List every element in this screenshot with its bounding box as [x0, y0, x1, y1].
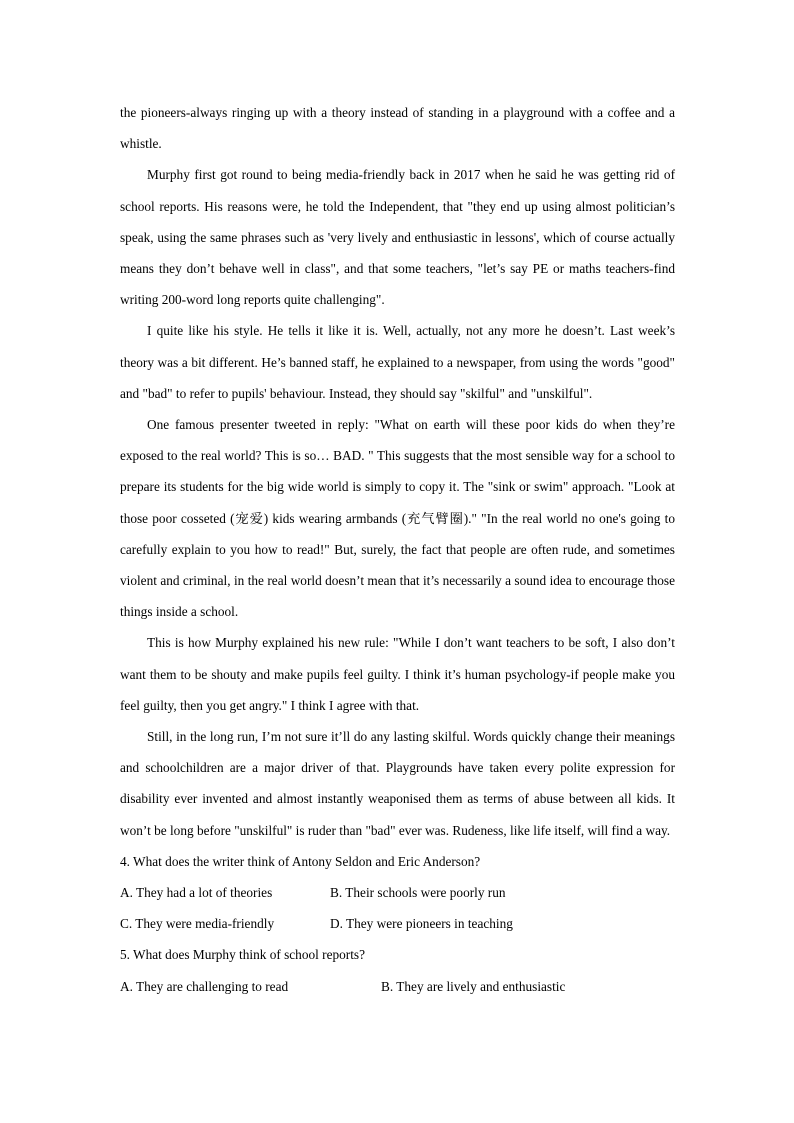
- reading-passage: [120, 97, 675, 1002]
- passage-paragraph: Murphy first got round to being media-friendly back in 2017 when he said he was getting rid of school reports. His reasons were, he told the Independent, that "they end up using almost politician’s speak, using the same phrases such as 'very lively and enthusiastic in lessons', which of course actually means they don’t behave well in class", and that some teachers, "let’s say PE or maths teachers-find writing 200-word long reports quite challenging".: [120, 167, 675, 308]
- passage-paragraph-continued: the pioneers-always ringing up with a theory instead of standing in a playground with a coffee and a whistle.: [120, 105, 675, 152]
- passage-paragraph: I quite like his style. He tells it like it is. Well, actually, not any more he doesn’t. Last week’s theory was a bit different. He’s banned staff, he explained to a newspaper, from using the words "good" and "bad" to refer to pupils' behaviour. Instead, they should say "skilful" and "unskilful".: [120, 323, 675, 401]
- question-stem: 5. What does Murphy think of school reports?: [120, 947, 365, 963]
- option-a: A. They are challenging to read: [120, 978, 289, 994]
- option-b: B. They are lively and enthusiastic: [381, 978, 566, 994]
- option-b: B. Their schools were poorly run: [330, 885, 506, 901]
- option-row: [120, 877, 675, 908]
- question-5: [120, 939, 675, 1001]
- question-4: [120, 846, 675, 940]
- option-c: C. They were media-friendly: [120, 916, 275, 932]
- question-stem: 4. What does the writer think of Antony Seldon and Eric Anderson?: [120, 853, 481, 869]
- option-a: A. They had a lot of theories: [120, 885, 273, 901]
- option-d: D. They were pioneers in teaching: [330, 916, 513, 932]
- option-row: [120, 908, 675, 939]
- passage-paragraph: Still, in the long run, I’m not sure it’ll do any lasting skilful. Words quickly change their meanings and schoolchildren are a major driver of that. Playgrounds have taken every polite expression for disability ever invented and almost instantly weaponised them as terms of abuse between all kids. It won’t be long before "unskilful" is ruder than "bad" ever was. Rudeness, like life itself, will find a way.: [120, 729, 675, 838]
- passage-paragraph: One famous presenter tweeted in reply: "What on earth will these poor kids do when they’re exposed to the real world? This is so… BAD. " This suggests that the most sensible way for a school to prepare its students for the big wide world is simply to copy it. The "sink or swim" approach. "Look at those poor cosseted (宠爱) kids wearing armbands (充气臂圈)." "In the real world no one's going to carefully explain to you how to read!" But, surely, the fact that people are often rude, and sometimes violent and criminal, in the real world doesn’t mean that it’s necessarily a sound idea to encourage those things inside a school.: [120, 417, 675, 620]
- passage-paragraph: This is how Murphy explained his new rule: "While I don’t want teachers to be soft, I also don’t want them to be shouty and make pupils feel guilty. I think it’s human psychology-if people make you feel guilty, then you get angry." I think I agree with that.: [120, 635, 675, 713]
- option-row: [120, 971, 675, 1002]
